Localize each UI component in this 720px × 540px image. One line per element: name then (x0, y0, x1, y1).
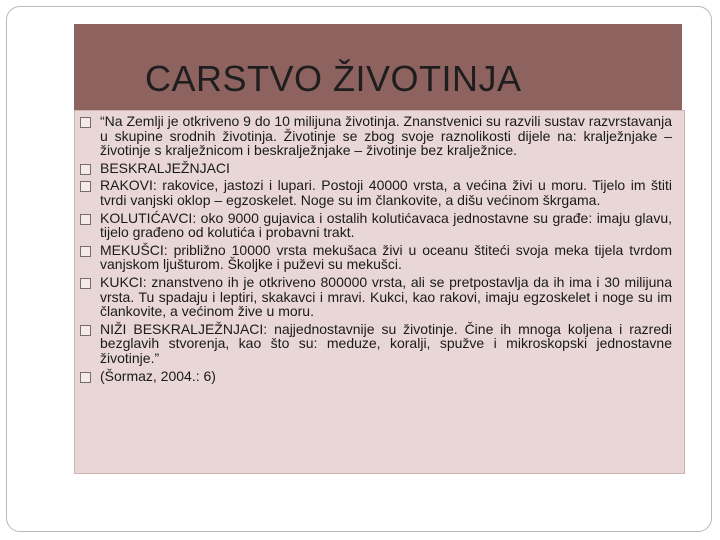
bullet-text: MEKUŠCI: približno 10000 vrsta mekušaca živi u oceanu štiteći svoja meka tijela tvrdom vanjskom ljušturom. Školjke i puževi su mekušci. (100, 241, 672, 273)
bullet-item (80, 369, 672, 384)
bullet-text: (Šormaz, 2004.: 6) (100, 367, 216, 384)
bullet-text: “Na Zemlji je otkriveno 9 do 10 milijuna životinja. Znanstvenici su razvili sustav razvrstavanja u skupine srodnih životinja. Životinje se zbog svoje raznolikosti dijele na: kralježnjake – životinje s kralježnicom i beskralježnjake – životinje bez kralježnice. (100, 113, 672, 159)
bullet-text: RAKOVI: rakovice, jastozi i lupari. Postoji 40000 vrsta, a većina živi u moru. Tijelo im štiti tvrdi vanjski oklop – egzoskelet. Noge su im člankovite, a dišu većinom škrgama. (100, 177, 672, 208)
box-bullet-icon (80, 181, 91, 192)
bullet-item (80, 161, 672, 176)
bullet-item (80, 243, 672, 272)
box-bullet-icon (80, 214, 91, 225)
box-bullet-icon (80, 372, 91, 383)
bullet-item (80, 322, 672, 366)
bullet-item (80, 114, 672, 158)
bullet-text: NIŽI BESKRALJEŽNJACI: najjednostavnije su životinje. Čine ih mnoga koljena i razredi bezglavih stvorenja, kao što su: meduze, koralji, spužve i mikroskopski jednostavne životinje.” (100, 320, 672, 366)
box-bullet-icon (80, 278, 91, 289)
bullet-item (80, 275, 672, 319)
box-bullet-icon (80, 325, 91, 336)
box-bullet-icon (80, 117, 91, 128)
bullet-item (80, 211, 672, 240)
box-bullet-icon (80, 164, 91, 175)
bullet-list (80, 114, 672, 386)
bullet-text: KOLUTIĆAVCI: oko 9000 gujavica i ostalih kolutićavaca jednostavne su građe: imaju glavu, tijelo građeno od kolutića i probavni trakt. (100, 209, 672, 241)
slide-title: CARSTVO ŽIVOTINJA (145, 58, 522, 99)
box-bullet-icon (80, 246, 91, 257)
bullet-item (80, 178, 672, 207)
bullet-text: BESKRALJEŽNJACI (100, 159, 230, 176)
bullet-text: KUKCI: znanstveno ih je otkriveno 800000 vrsta, ali se pretpostavlja da ih ima i 30 milijuna vrsta. Tu spadaju i leptiri, skakavci i mravi. Kukci, kao rakovi, imaju egzoskelet i noge su im člankovite, a većinom žive u moru. (100, 273, 672, 320)
